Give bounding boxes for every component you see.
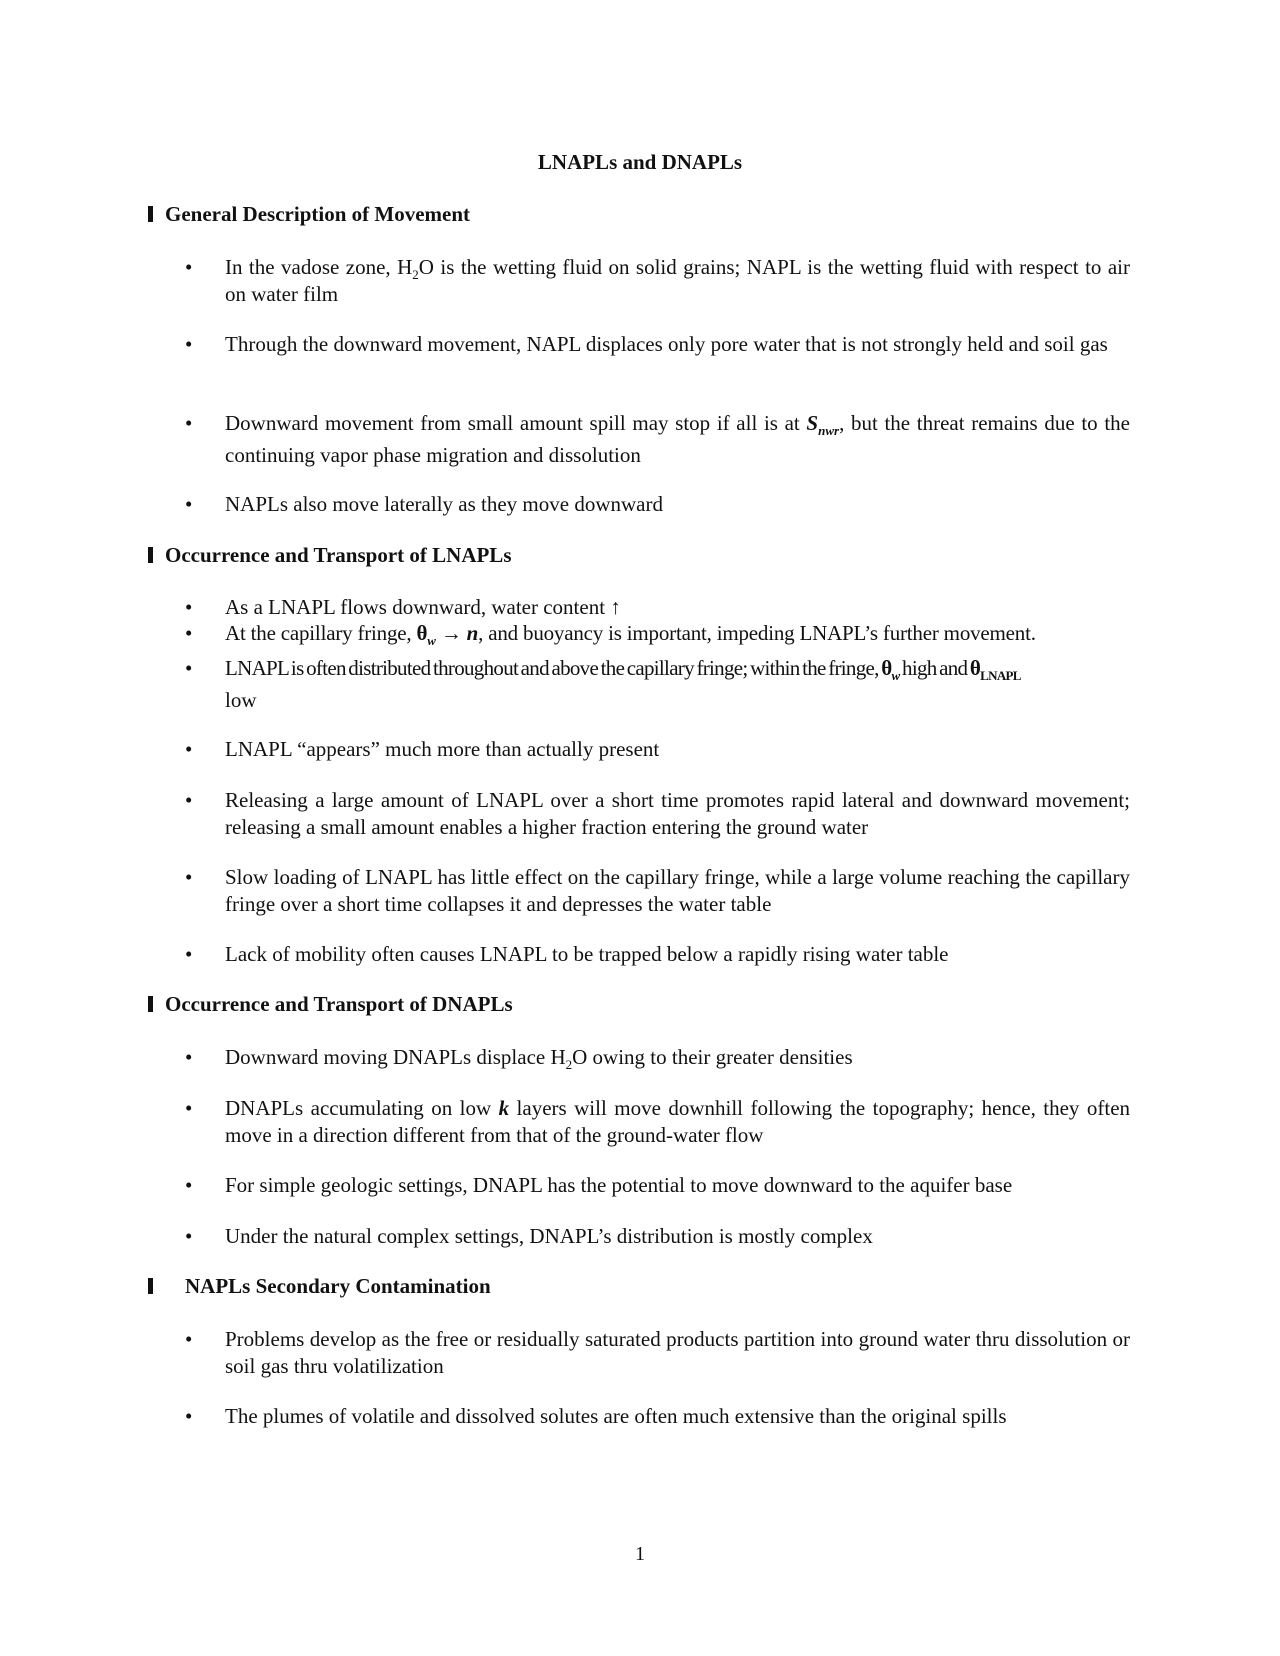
bullet: • [185, 1404, 193, 1428]
bullet: • [185, 595, 193, 619]
section-heading-lnapl: Occurrence and Transport of LNAPLs [148, 543, 512, 568]
bullet: • [185, 255, 193, 279]
bullet: • [185, 865, 193, 889]
list-item: • LNAPL “appears” much more than actually present [185, 737, 660, 761]
bullet: • [185, 942, 193, 966]
bullet: • [185, 1096, 193, 1120]
list-item: • Under the natural complex settings, DNAPL’s distribution is mostly complex [185, 1224, 873, 1248]
list-item: • NAPLs also move laterally as they move downward [185, 492, 663, 516]
bullet: • [185, 737, 193, 761]
bullet: • [185, 411, 193, 435]
bullet: • [185, 492, 193, 516]
section-heading-dnapl: Occurrence and Transport of DNAPLs [148, 992, 513, 1017]
list-item: • Downward moving DNAPLs displace $H_2O$ owing to their greater densities [185, 1045, 853, 1073]
section-marker [148, 1278, 153, 1294]
page-number: 1 [635, 1543, 645, 1565]
bullet: • [185, 656, 193, 680]
list-item: • As a LNAPL flows downward, water content ↑ [185, 595, 621, 619]
list-item: • Downward movement from small amount spill may stop if all is at $S_{nwr}$, but the threat remains due to the continuing vapor phase migration and dissolution [185, 407, 1130, 471]
list-item: • At the capillary fringe, $\theta_w \to n$, and buoyancy is important, impeding LNAPL’s further movement. [185, 621, 1036, 649]
section-marker [148, 547, 153, 563]
list-item: • For simple geologic settings, DNAPL has the potential to move downward to the aquifer base [185, 1173, 1013, 1197]
list-item: • LNAPL is often distributed throughout and above the capillary fringe; within the fringe, $\theta_w$ high and $\theta_{LNAPL}$ low [185, 652, 1130, 716]
section-heading-secondary: NAPLs Secondary Contamination [148, 1274, 491, 1299]
section-marker [148, 996, 153, 1012]
bullet: • [185, 1327, 193, 1351]
bullet: • [185, 1173, 193, 1197]
list-item: • In the vadose zone, $H_2O$ is the wetting fluid on solid grains; NAPL is the wetting fluid with respect to air on water film [185, 255, 1130, 306]
section-marker [148, 206, 153, 222]
bullet: • [185, 332, 193, 356]
bullet: • [185, 621, 193, 645]
list-item: • Slow loading of LNAPL has little effect on the capillary fringe, while a large volume reaching the capillary fringe over a short time collapses it and depresses the water table [185, 865, 1130, 916]
list-item: • Lack of mobility often causes LNAPL to be trapped below a rapidly rising water table [185, 942, 949, 966]
bullet: • [185, 1045, 193, 1069]
bullet: • [185, 1224, 193, 1248]
list-item: • Through the downward movement, NAPL displaces only pore water that is not strongly held and soil gas [185, 332, 1108, 356]
list-item: • DNAPLs accumulating on low k layers will move downhill following the topography; hence, they often move in a direction different from that of the ground-water flow [185, 1096, 1131, 1147]
list-item: • Releasing a large amount of LNAPL over a short time promotes rapid lateral and downward movement; releasing a small amount enables a higher fraction entering the ground water [185, 788, 1130, 839]
bullet: • [185, 788, 193, 812]
page-title: LNAPLs and DNAPLs [537, 150, 743, 174]
list-item: • Problems develop as the free or residually saturated products partition into ground water thru dissolution or soil gas thru volatilization [185, 1327, 1130, 1378]
list-item: • The plumes of volatile and dissolved solutes are often much extensive than the original spills [185, 1404, 1007, 1428]
section-heading-movement: General Description of Movement [148, 202, 470, 227]
